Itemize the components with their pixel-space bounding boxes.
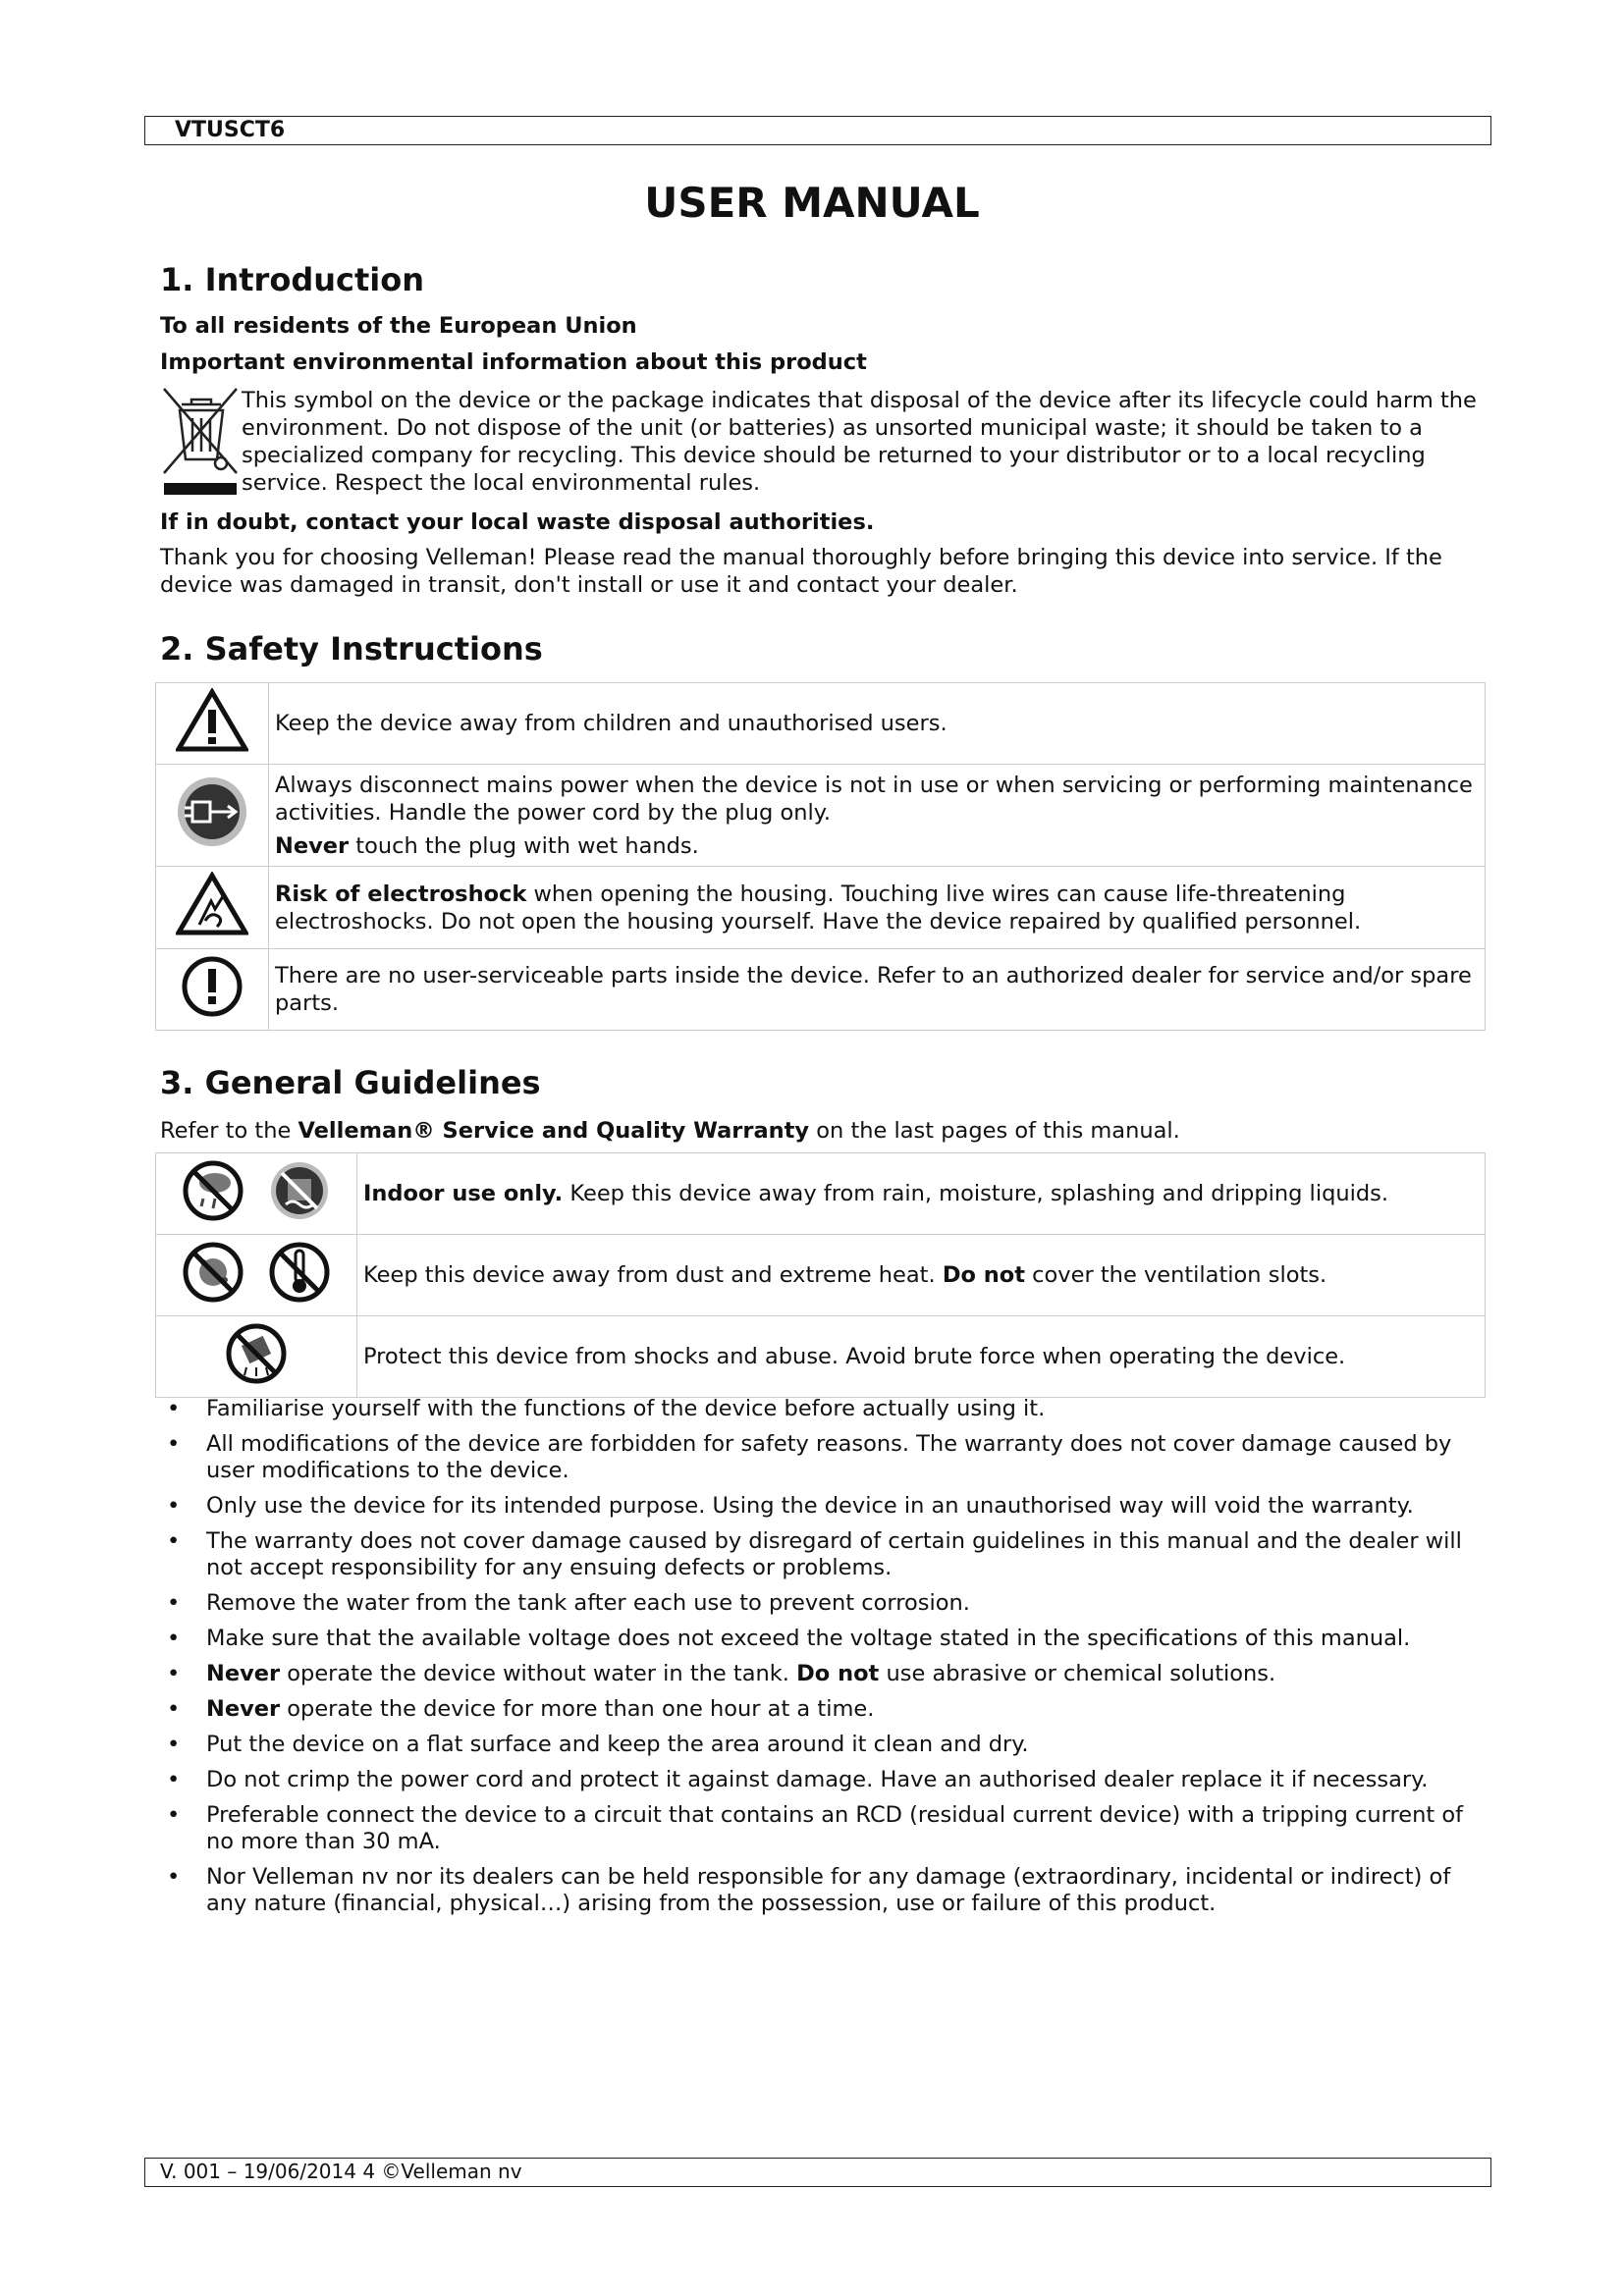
list-item-text: use abrasive or chemical solutions. <box>879 1661 1276 1686</box>
safety-heading: 2. Safety Instructions <box>160 630 543 667</box>
eu-title: To all residents of the European Union <box>160 313 637 339</box>
no-water-splash-icon <box>260 1159 339 1222</box>
safety-row-text: when opening the housing. Touching live wires can cause life-threatening electroshocks. Do not open the housing yourself. Have the device repaired by qualified personnel. <box>275 881 1362 934</box>
thanks-text: Thank you for choosing Velleman! Please read the manual thoroughly before bringing this device into service. If the device was damaged in transit, don't install or use it and contact your dealer. <box>160 545 1442 598</box>
guideline-row-text: Keep this device away from dust and extreme heat. <box>363 1262 943 1288</box>
list-item: • Remove the water from the tank after each use to prevent corrosion. <box>167 1590 1492 1617</box>
list-item: • Do not crimp the power cord and protect it against damage. Have an authorised dealer replace it if necessary. <box>167 1767 1492 1793</box>
list-item-bold: Never <box>206 1661 281 1686</box>
do-not-label: Do not <box>942 1262 1026 1288</box>
list-item-text: operate the device for more than one hour at a time. <box>280 1696 875 1722</box>
intro-heading: 1. Introduction <box>160 261 424 298</box>
safety-row <box>156 683 1486 765</box>
header-model: VTUSCT6 <box>144 116 1491 145</box>
list-item <box>167 1696 1492 1723</box>
safety-row <box>156 949 1486 1031</box>
list-item: • Make sure that the available voltage does not exceed the voltage stated in the specifications of this manual. <box>167 1626 1492 1652</box>
guideline-row-text: Protect this device from shocks and abuse. Avoid brute force when operating the device. <box>357 1316 1486 1398</box>
weee-bin-icon <box>160 385 241 501</box>
list-item <box>167 1661 1492 1687</box>
list-item-bold: Do not <box>796 1661 880 1686</box>
indoor-use-label: Indoor use only. <box>363 1181 564 1206</box>
env-title: Important environmental information about this product <box>160 349 867 375</box>
guideline-row <box>156 1316 1486 1398</box>
guidelines-table <box>155 1152 1486 1398</box>
list-item: • Preferable connect the device to a circuit that contains an RCD (residual current device) with a tripping current of no more than 30 mA. <box>167 1802 1492 1855</box>
exclamation-circle-icon <box>181 955 244 1018</box>
disconnect-plug-icon <box>175 774 249 849</box>
electroshock-warning-icon <box>176 872 248 936</box>
guideline-row <box>156 1235 1486 1316</box>
list-item: • Put the device on a flat surface and keep the area around it clean and dry. <box>167 1732 1492 1758</box>
safety-row-text: There are no user-serviceable parts inside the device. Refer to an authorized dealer for service and/or spare parts. <box>269 949 1486 1031</box>
list-item-bold: Never <box>206 1696 281 1722</box>
guideline-row-text: cover the ventilation slots. <box>1025 1262 1327 1288</box>
list-item: • All modifications of the device are forbidden for safety reasons. The warranty does not cover damage caused by user modifications to the device. <box>167 1431 1492 1484</box>
safety-table <box>155 682 1486 1031</box>
list-item: • The warranty does not cover damage caused by disregard of certain guidelines in this manual and the dealer will not accept responsibility for any ensuing defects or problems. <box>167 1528 1492 1581</box>
page-title: USER MANUAL <box>644 179 980 227</box>
guideline-row-text: Keep this device away from rain, moisture, splashing and dripping liquids. <box>563 1181 1389 1206</box>
no-heat-thermometer-icon <box>260 1241 339 1304</box>
footer-version: V. 001 – 19/06/2014 4 ©Velleman nv <box>144 2158 1491 2187</box>
safety-row <box>156 867 1486 949</box>
list-item: • Nor Velleman nv nor its dealers can be held responsible for any damage (extraordinary, incidental or indirect) of any nature (financial, physical…) arising from the possession, use or failure of this product. <box>167 1864 1492 1917</box>
electroshock-label: Risk of electroshock <box>275 881 527 907</box>
no-shocks-icon <box>217 1322 296 1385</box>
no-rain-icon <box>174 1159 252 1222</box>
safety-row-text: Keep the device away from children and unauthorised users. <box>269 683 1486 765</box>
warranty-reference <box>160 1117 1486 1145</box>
warning-triangle-icon <box>176 688 248 753</box>
warranty-reference-text: Refer to the <box>160 1118 298 1144</box>
env-text: This symbol on the device or the package indicates that disposal of the device after its lifecycle could harm the environment. Do not dispose of the unit (or batteries) as unsorted municipal waste; it should be taken to a specialized company for recycling. This device should be returned to your distributor or to a local recycling service. Respect the local environmental rules. <box>242 388 1477 496</box>
doubt-text: If in doubt, contact your local waste disposal authorities. <box>160 509 875 535</box>
warranty-name: Velleman® Service and Quality Warranty <box>298 1118 810 1144</box>
list-item-text: operate the device without water in the tank. <box>280 1661 797 1686</box>
list-item: • Familiarise yourself with the functions of the device before actually using it. <box>167 1396 1492 1422</box>
safety-row-text: touch the plug with wet hands. <box>349 832 699 859</box>
general-heading: 3. General Guidelines <box>160 1064 541 1101</box>
warranty-reference-text: on the last pages of this manual. <box>809 1118 1180 1144</box>
guidelines-list <box>167 1396 1492 1926</box>
guideline-row <box>156 1153 1486 1235</box>
safety-row-text: Always disconnect mains power when the device is not in use or when servicing or performing maintenance activities. Handle the power cord by the plug only. <box>275 772 1473 826</box>
no-dust-icon <box>174 1241 252 1304</box>
safety-row <box>156 765 1486 867</box>
never-label: Never <box>275 832 350 859</box>
list-item: • Only use the device for its intended purpose. Using the device in an unauthorised way will void the warranty. <box>167 1493 1492 1520</box>
